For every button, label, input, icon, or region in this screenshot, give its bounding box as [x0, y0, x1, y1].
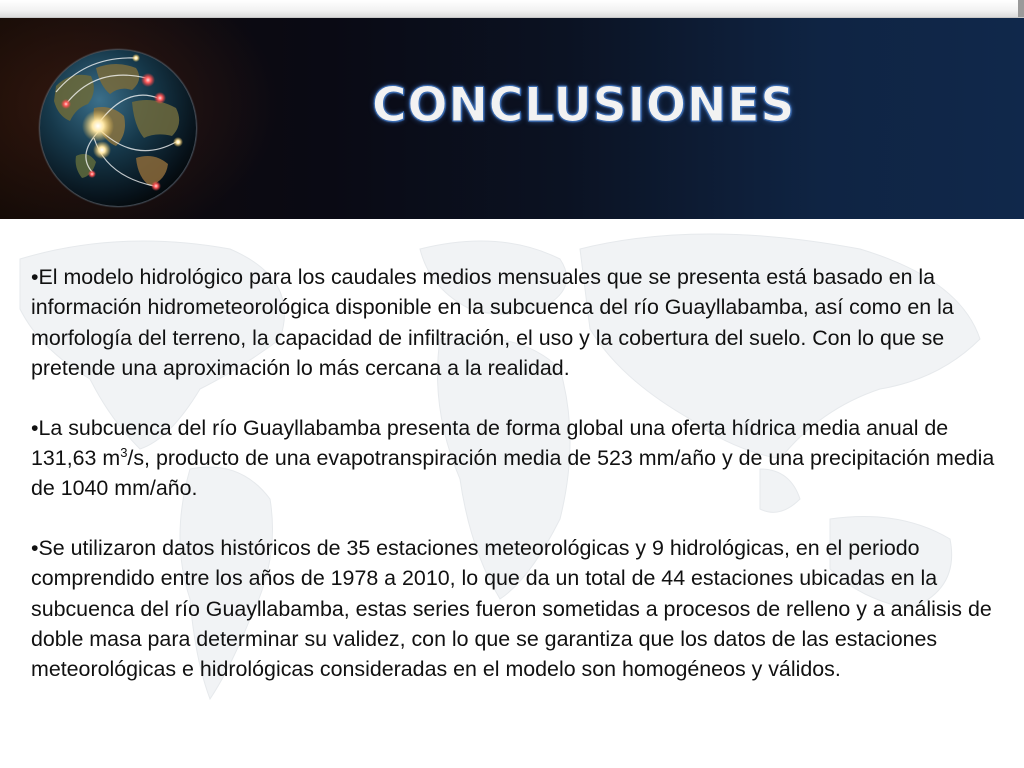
slide-title: CONCLUSIONES	[372, 78, 796, 133]
bullet-2	[31, 413, 1006, 504]
top-strip	[0, 0, 1024, 18]
globe-icon	[36, 46, 200, 210]
conclusions-body	[31, 262, 1006, 685]
bullet-2-text-end: /s, producto de una evapotranspiración media de 523 mm/año y de una precipitación media de 1040 mm/año.	[31, 446, 995, 501]
bullet-1: •El modelo hidrológico para los caudales medios mensuales que se presenta está basado en la información hidrometeorológica disponible en la subcuenca del río Guayllabamba, así como en la morfología del terreno, la capacidad de infiltración, el uso y la cobertura del suelo. Con lo que se pretende una aproximación lo más cercana a la realidad.	[31, 265, 954, 381]
bullet-3: •Se utilizaron datos históricos de 35 estaciones meteorológicas y 9 hidrológicas, en el periodo comprendido entre los años de 1978 a 2010, lo que da un total de 44 estaciones ubicadas en la subcuenca del río Guayllabamba, estas series fueron sometidas a procesos de relleno y a análisis de doble masa para determinar su validez, con lo que se garantiza que los datos de las estaciones meteorológicas e hidrológicas consideradas en el modelo son homogéneos y válidos.	[31, 535, 992, 682]
top-strip-edge	[1018, 0, 1024, 17]
bullet-2-text-start: •La subcuenca del río Guayllabamba presenta de forma global una oferta hídrica media anual de 131,63 m	[31, 415, 949, 471]
title-banner	[0, 18, 1024, 219]
bullet-2-superscript: 3	[120, 445, 128, 461]
